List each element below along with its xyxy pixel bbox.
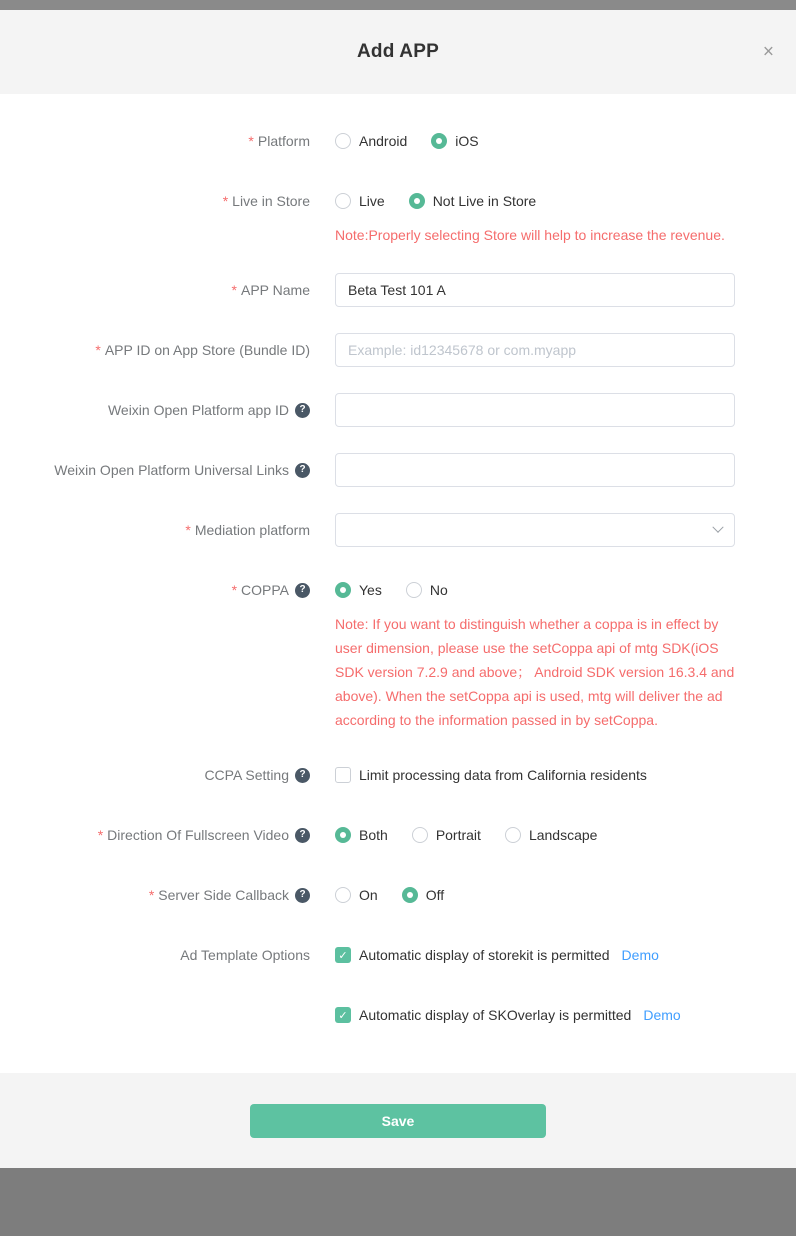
form-row-ad-template-storekit (0, 938, 796, 972)
form-row-app-id (0, 333, 796, 367)
modal-footer (0, 1073, 796, 1168)
platform-android-label: Android (359, 133, 408, 149)
coppa-label-text: COPPA (241, 582, 289, 598)
server-callback-on-label: On (359, 887, 378, 903)
form-row-ad-template-skoverlay (0, 998, 796, 1032)
required-marker: * (222, 193, 229, 209)
app-name-input[interactable] (335, 273, 735, 307)
ccpa-label (0, 758, 310, 792)
live-in-store-note: Note:Properly selecting Store will help to increase the revenue. (335, 227, 725, 243)
coppa-yes-radio[interactable] (335, 582, 382, 598)
live-radio[interactable] (335, 193, 385, 209)
radio-off-icon (505, 827, 521, 843)
weixin-app-id-label-text: Weixin Open Platform app ID (107, 402, 289, 418)
ad-template-options-label-text: Ad Template Options (180, 947, 310, 963)
app-name-label (0, 273, 310, 307)
chevron-down-icon (712, 522, 723, 533)
platform-android-radio[interactable] (335, 133, 407, 149)
required-marker: * (95, 342, 101, 358)
checkbox-checked-icon (335, 1007, 351, 1023)
coppa-no-radio[interactable] (406, 582, 448, 598)
form-row-ccpa (0, 758, 796, 792)
radio-off-icon (335, 887, 351, 903)
app-name-label-text: APP Name (241, 282, 310, 298)
question-icon[interactable]: ? (295, 888, 310, 903)
mediation-platform-label-text: Mediation platform (194, 522, 310, 538)
radio-on-icon (402, 887, 418, 903)
weixin-universal-links-label-text: Weixin Open Platform Universal Links (54, 462, 289, 478)
modal-title: Add APP (357, 41, 439, 62)
skoverlay-checkbox-label: Automatic display of SKOverlay is permitted (359, 1007, 632, 1023)
server-callback-label-text: Server Side Callback (158, 887, 289, 903)
form-row-app-name (0, 273, 796, 307)
live-in-store-label-text: Live in Store (232, 193, 310, 209)
form-row-platform (0, 124, 796, 158)
checkbox-checked-icon (335, 947, 351, 963)
weixin-universal-links-input[interactable] (335, 453, 735, 487)
form-row-mediation-platform (0, 513, 796, 547)
coppa-no-label: No (429, 582, 448, 598)
radio-off-icon (412, 827, 428, 843)
question-icon[interactable]: ? (295, 583, 310, 598)
app-id-label-text: APP ID on App Store (Bundle ID) (104, 342, 310, 358)
form-row-server-callback (0, 878, 796, 912)
direction-label (0, 818, 310, 852)
platform-label-text: Platform (257, 133, 310, 149)
mediation-platform-select[interactable] (335, 513, 735, 547)
app-id-label (0, 333, 310, 367)
close-icon: × (762, 41, 774, 63)
direction-portrait-radio[interactable] (412, 827, 481, 843)
platform-ios-radio[interactable] (431, 133, 478, 149)
required-marker: * (231, 282, 237, 298)
modal-header (0, 10, 796, 94)
skoverlay-checkbox[interactable] (335, 1007, 631, 1023)
form-row-live-in-store (0, 184, 796, 247)
close-button[interactable] (763, 43, 774, 62)
direction-both-label: Both (359, 827, 388, 843)
question-icon[interactable]: ? (295, 768, 310, 783)
required-marker: * (231, 582, 238, 598)
mediation-platform-label (0, 513, 310, 547)
direction-portrait-label: Portrait (435, 827, 481, 843)
add-app-form (0, 94, 796, 1073)
platform-label (0, 124, 310, 158)
required-marker: * (185, 522, 191, 538)
ccpa-checkbox-label: Limit processing data from California residents (359, 767, 647, 783)
radio-on-icon (335, 827, 351, 843)
storekit-checkbox[interactable] (335, 947, 610, 963)
server-callback-off-label: Off (425, 887, 445, 903)
storekit-demo-link[interactable]: Demo (621, 947, 659, 963)
radio-on-icon (431, 133, 447, 149)
page-backdrop-top (0, 0, 796, 10)
direction-both-radio[interactable] (335, 827, 388, 843)
required-marker: * (248, 133, 254, 149)
live-label: Live (359, 193, 385, 209)
server-callback-off-radio[interactable] (402, 887, 444, 903)
not-live-label: Not Live in Store (432, 193, 537, 209)
coppa-label (0, 573, 310, 607)
weixin-universal-links-label (0, 453, 310, 487)
form-row-weixin-app-id (0, 393, 796, 427)
not-live-radio[interactable] (409, 193, 537, 209)
platform-ios-label: iOS (455, 133, 479, 149)
coppa-note: Note: If you want to distinguish whether a coppa is in effect by user dimension, please use the setCoppa api of mtg SDK(iOS SDK version 7.2.9 and above； Android SDK version 16.3.4 and above). When the setCoppa api is used, mtg will deliver the ad according to the information passed in by setCoppa. (335, 616, 735, 728)
radio-off-icon (335, 193, 351, 209)
weixin-app-id-input[interactable] (335, 393, 735, 427)
radio-on-icon (409, 193, 425, 209)
direction-label-text: Direction Of Fullscreen Video (107, 827, 289, 843)
form-row-coppa (0, 573, 796, 732)
checkbox-unchecked-icon (335, 767, 351, 783)
server-callback-label (0, 878, 310, 912)
question-icon[interactable]: ? (295, 403, 310, 418)
question-icon[interactable]: ? (295, 463, 310, 478)
required-marker: * (148, 887, 155, 903)
storekit-checkbox-label: Automatic display of storekit is permitted (359, 947, 610, 963)
required-marker: * (97, 827, 104, 843)
app-id-input[interactable] (335, 333, 735, 367)
direction-landscape-radio[interactable] (505, 827, 598, 843)
add-app-modal (0, 10, 796, 1168)
question-icon[interactable]: ? (295, 828, 310, 843)
live-in-store-label (0, 184, 310, 218)
weixin-app-id-label (0, 393, 310, 427)
coppa-yes-label: Yes (359, 582, 382, 598)
direction-landscape-label: Landscape (528, 827, 598, 843)
ccpa-checkbox[interactable] (335, 767, 647, 783)
form-row-weixin-universal-links (0, 453, 796, 487)
radio-on-icon (335, 582, 351, 598)
radio-off-icon (335, 133, 351, 149)
form-row-direction (0, 818, 796, 852)
server-callback-on-radio[interactable] (335, 887, 378, 903)
radio-off-icon (406, 582, 422, 598)
skoverlay-demo-link[interactable]: Demo (643, 1007, 681, 1023)
save-button[interactable]: Save (250, 1104, 546, 1138)
ccpa-label-text: CCPA Setting (204, 767, 289, 783)
ad-template-options-label (0, 938, 310, 972)
